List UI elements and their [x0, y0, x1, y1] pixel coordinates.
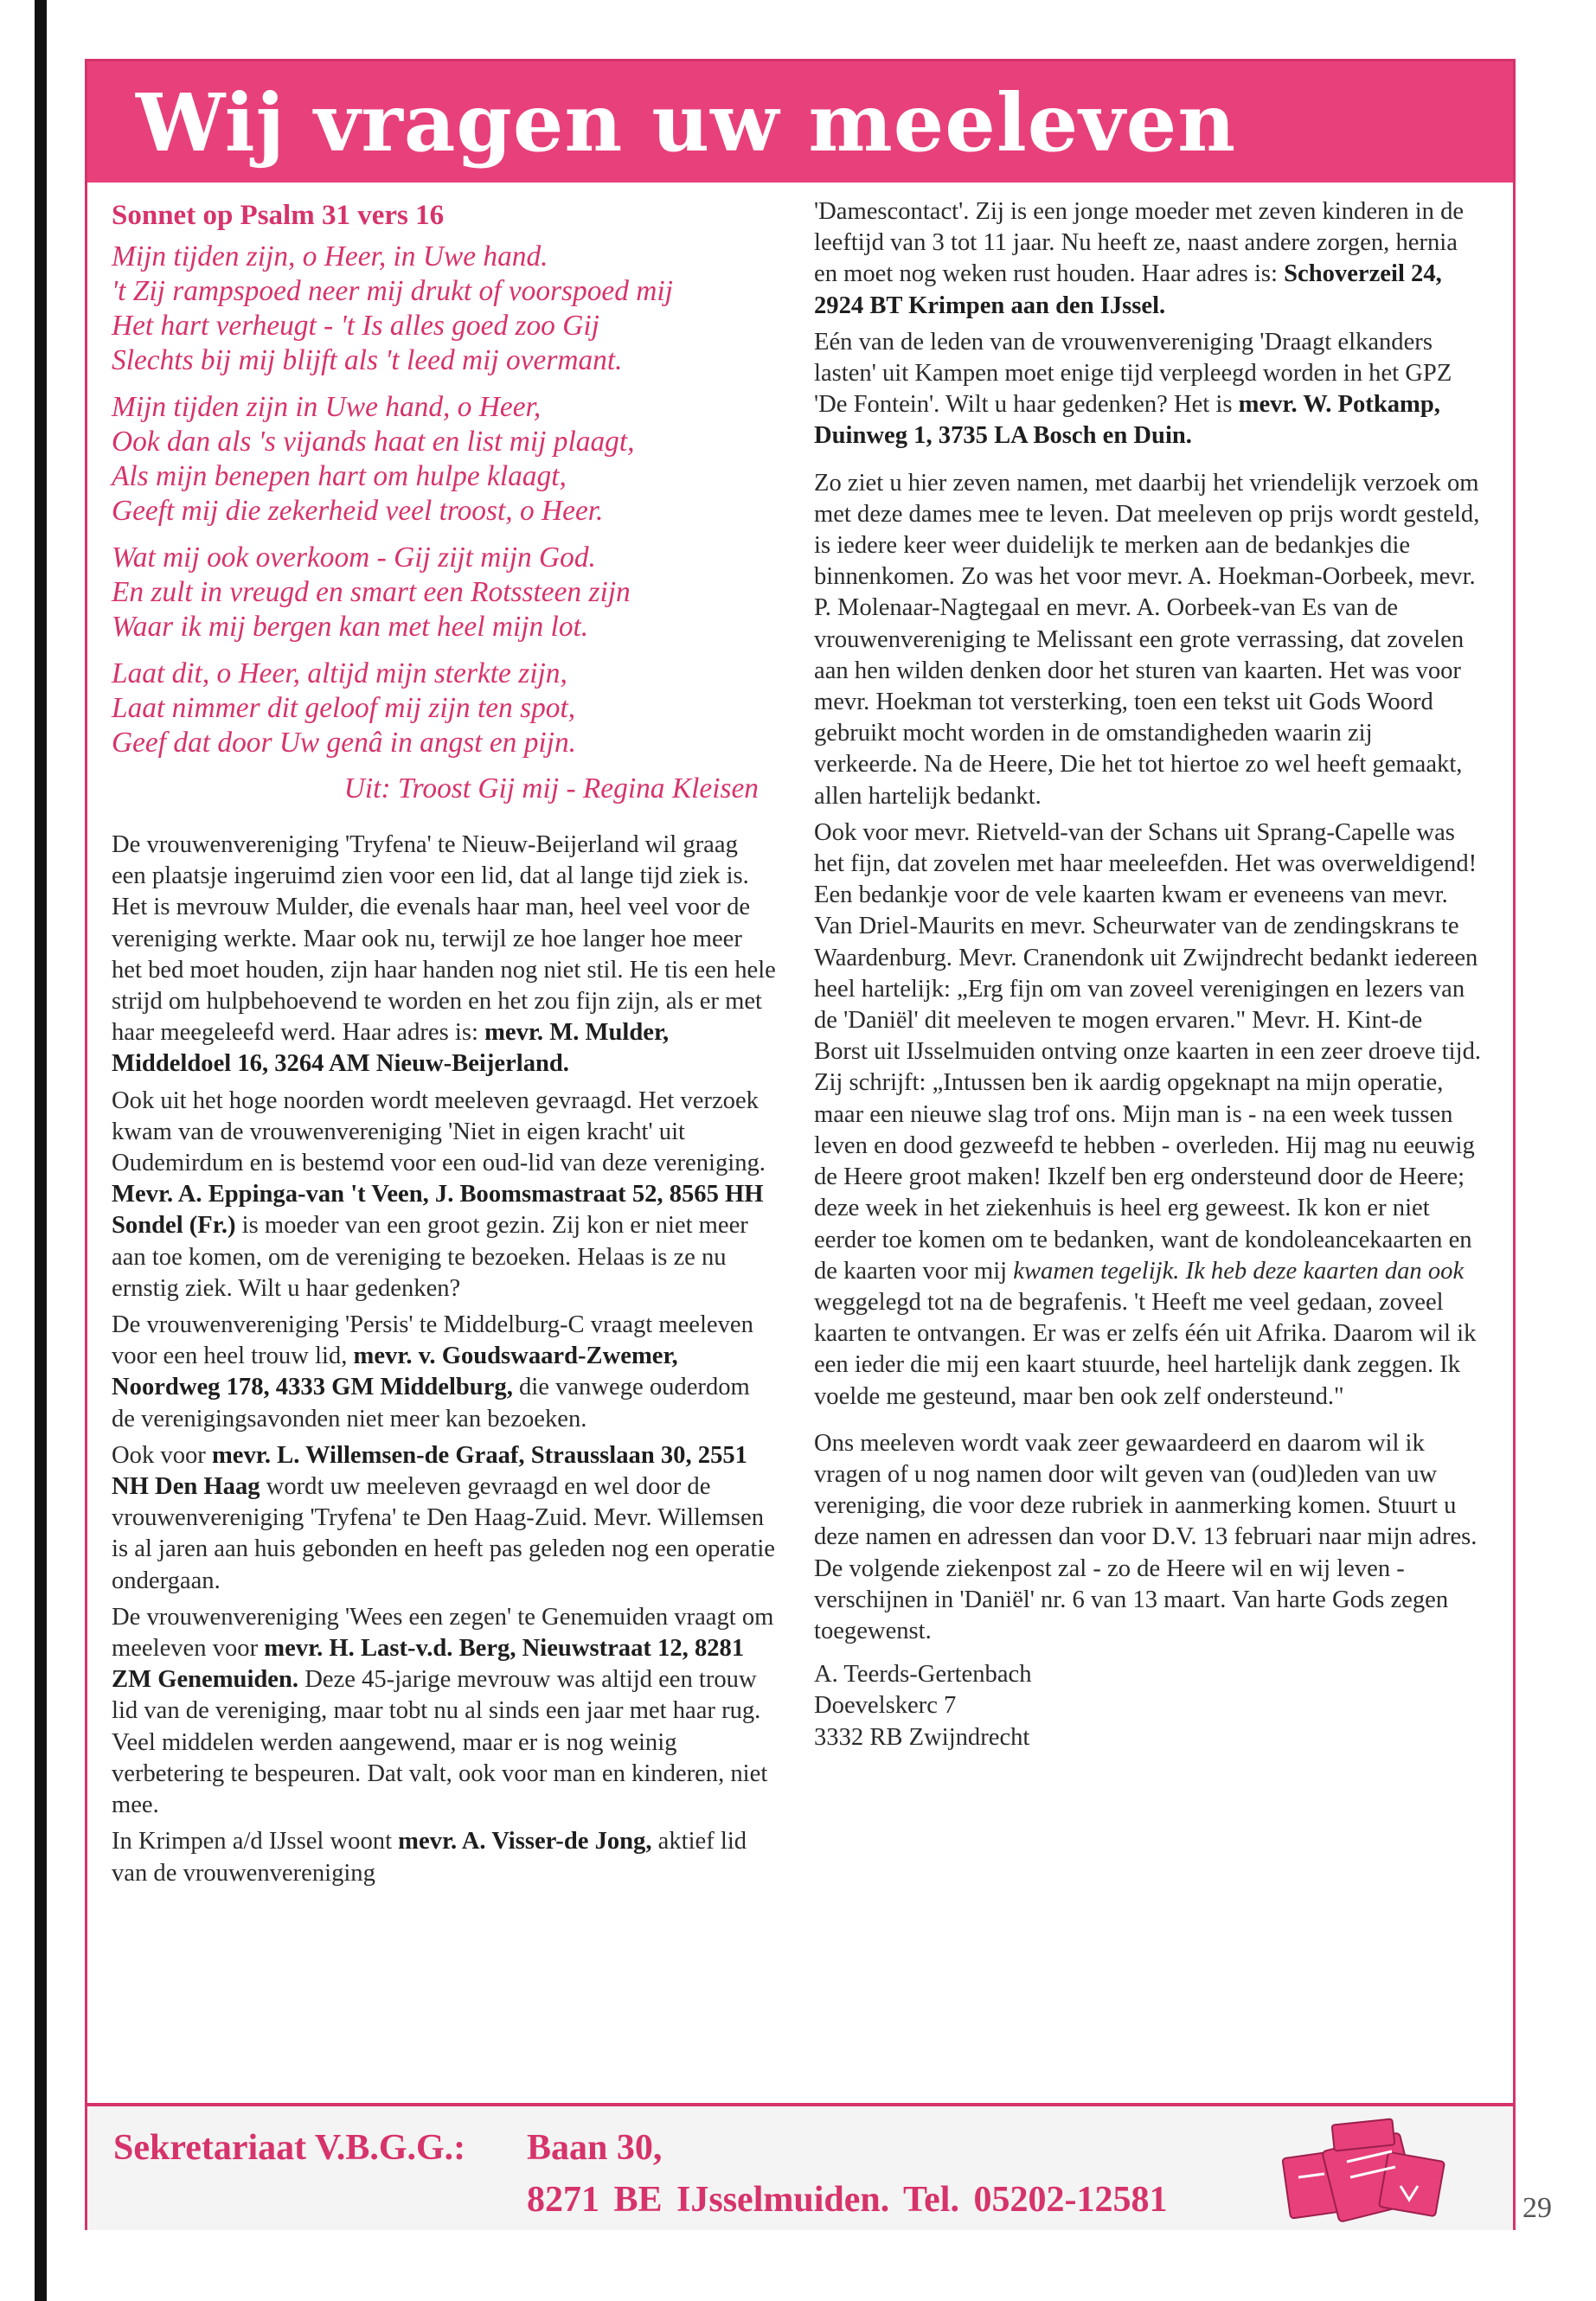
page-title: Wij vragen uw meeleven: [136, 76, 1237, 170]
paragraph-text: aktief lid van de vrouwenvereniging: [112, 1828, 747, 1887]
paragraph-text: Eén van de leden van de vrouwenvereniging 'Draagt elkanders lasten' uit Kampen moet enige tijd verpleegd worden in het GPZ 'De Fontein'. Wilt u haar gedenken? Het is: [814, 328, 1452, 419]
footer-city-phone: 8271 BE IJsselmuiden. Tel. 05202-12581: [527, 2180, 1168, 2220]
paragraph-text: De vrouwenvereniging 'Persis' te Middelburg-C vraagt meeleven voor een heel trouw lid,: [112, 1311, 753, 1370]
request-paragraph: [112, 1440, 776, 1597]
paragraph-text: Deze 45-jarige mevrouw was altijd een trouw lid van de vereniging, maar tobt nu al sinds een jaar met haar rug. Veel middelen werden aangewend, maar er is nog weinig verbetering te bespeuren. Dat valt, ook voor man en kinderen, niet mee.: [112, 1666, 768, 1819]
footer-street: Baan 30,: [527, 2128, 663, 2168]
poem-stanza: [112, 240, 776, 378]
signature: [814, 1659, 1482, 1753]
paragraph-italic: kwamen tegelijk. Ik heb deze kaarten dan ook: [1013, 1257, 1465, 1285]
poem-stanza: [112, 541, 776, 644]
poem-line: 't Zij rampspoed neer mij drukt of voorspoed mij: [112, 275, 673, 307]
binding-edge: [35, 0, 47, 2301]
signature-street: Doevelskerc 7: [814, 1692, 957, 1720]
poem-line: Het hart verheugt - 't Is alles goed zoo Gij: [112, 310, 599, 342]
address: mevr. W. Potkamp, Duinweg 1, 3735 LA Bosch en Duin.: [814, 391, 1440, 450]
paragraph-text: Ook voor: [112, 1441, 212, 1469]
paragraph-text: weggelegd tot na de begrafenis. 't Heeft me veel gedaan, zoveel kaarten te ontvangen. Er was er zelfs één uit Afrika. Daarom wil ik een ieder die mij een kaart stuurde, heel hartelijk dank zeggen. Ik voelde me gesteund, maar ben ook zelf ondersteund.": [814, 1288, 1477, 1410]
body-paragraph: [814, 817, 1482, 1413]
paragraph-text: Ook uit het hoge noorden wordt meeleven gevraagd. Het verzoek kwam van de vrouwenvereniging 'Niet in eigen kracht' uit Oudemirdum en is bestemd voor een oud-lid van deze vereniging.: [112, 1086, 766, 1177]
address: Mevr. A. Eppinga-van 't Veen, J. Boomsmastraat 52, 8565 HH Sondel (Fr.): [112, 1181, 764, 1240]
address: mevr. A. Visser-de Jong,: [398, 1828, 652, 1856]
request-paragraph: [112, 1310, 776, 1435]
poem-source: Uit: Troost Gij mij - Regina Kleisen: [343, 772, 759, 804]
paragraph-text: 'Damescontact'. Zij is een jonge moeder met zeven kinderen in de leeftijd van 3 tot 11 jaar. Nu heeft ze, naast andere zorgen, hernia en moet nog weken rust houden. Haar adres is:: [814, 198, 1465, 288]
poem-line: Slechts bij mij blijft als 't leed mij overmant.: [112, 344, 623, 376]
signature-city: 3332 RB Zwijndrecht: [814, 1723, 1030, 1751]
right-column: [814, 196, 1482, 1753]
poem-line: Geeft mij die zekerheid veel troost, o Heer.: [112, 495, 604, 527]
paragraph-text: die vanwege ouderdom de verenigingsavonden niet meer kan bezoeken.: [112, 1374, 750, 1433]
request-paragraph: [112, 1826, 776, 1888]
paragraph-text: is moeder van een groot gezin. Zij kon er niet meer aan toe komen, om de vereniging te bezoeken. Helaas is ze nu ernstig ziek. Wilt u haar gedenken?: [112, 1212, 748, 1302]
request-paragraph: [814, 196, 1482, 322]
poem-line: Ook dan als 's vijands haat en list mij plaagt,: [112, 426, 635, 458]
request-paragraph: [112, 1086, 776, 1304]
article-frame: [85, 59, 1516, 2230]
page-number: 29: [1522, 2192, 1552, 2224]
poem-line: Laat nimmer dit geloof mij zijn ten spot,: [112, 692, 576, 724]
request-paragraph: [112, 1602, 776, 1821]
address: mevr. M. Mulder, Middeldoel 16, 3264 AM Nieuw-Beijerland.: [112, 1019, 670, 1078]
poem-line: Mijn tijden zijn, o Heer, in Uwe hand.: [112, 240, 548, 272]
signature-name: A. Teerds-Gertenbach: [814, 1661, 1032, 1689]
poem-line: Als mijn benepen hart om hulpe klaagt,: [112, 460, 567, 492]
paragraph-text: De vrouwenvereniging 'Tryfena' te Nieuw-Beijerland wil graag een plaatsje ingeruimd zien voor een lid, dat al lange tijd ziek is. Het is mevrouw Mulder, die evenals haar man, heel veel voor de vereniging werkte. Maar ook nu, terwijl ze hoe langer hoe meer het bed moet houden, zijn haar handen nog niet stil. He tis een hele strijd om hulpbehoevend te worden en het zou fijn zijn, als er met haar meegeleefd werd. Haar adres is:: [112, 831, 776, 1047]
books-bible-icon: [1279, 2117, 1452, 2222]
footer-secretariat-label: Sekretariaat V.B.G.G.:: [113, 2128, 466, 2168]
paragraph-text: Ook voor mevr. Rietveld-van der Schans uit Sprang-Capelle was het fijn, dat zovelen met haar meeleefden. Het was overweldigend! Een bedankje voor de vele kaarten kwam er eveneens van mevr. Van Driel-Maurits en mevr. Scheurwater van de zendingskrans te Waardenburg. Mevr. Cranendonk uit Zwijndrecht bedankt iedereen heel hartelijk: „Erg fijn om van zoveel verenigingen en lezers van de 'Daniël' dit meeleven te mogen ervaren." Mevr. H. Kint-de Borst uit IJsselmuiden ontving onze kaarten in een zeer droeve tijd. Zij schrijft: „Intussen ben ik aardig opgeknapt na mijn operatie, maar een nieuwe slag trof ons. Mijn man is - na een week tussen leven en dood gezweefd te hebben - overleden. Hij mag nu eeuwig de Heere groot maken! Ikzelf ben erg ondersteund door de Heere; deze week in het ziekenhuis is heel erg geweest. Ik kon er niet eerder toe komen om te bedanken, want de kondoleancekaarten en de kaarten voor mij: [814, 818, 1482, 1285]
left-column: [112, 196, 776, 1894]
paragraph-text: De vrouwenvereniging 'Wees een zegen' te Genemuiden vraagt om meeleven voor: [112, 1603, 774, 1663]
body-paragraph: Zo ziet u hier zeven namen, met daarbij het vriendelijk verzoek om met deze dames mee te leven. Dat meeleven op prijs wordt gesteld, is iedere keer weer duidelijk te merken aan de bedankjes die binnenkomen. Zo was het voor mevr. A. Hoekman-Oorbeek, mevr. P. Molenaar-Nagtegaal en mevr. A. Oorbeek-van Es van de vrouwenvereniging te Melissant een grote verrassing, dat zovelen aan hen wilden denken door het sturen van kaarten. Het was voor mevr. Hoekman tot versterking, toen een tekst uit Gods Woord gebruikt mocht worden in de omstandigheden waarin zij verkeerde. Na de Heere, Die het tot hiertoe zo wel heeft gemaakt, allen hartelijk bedankt.: [814, 469, 1480, 810]
body-paragraph: Ons meeleven wordt vaak zeer gewaardeerd en daarom wil ik vragen of u nog namen door wilt geven van (oud)leden van uw vereniging, die voor deze rubriek in aanmerking komen. Stuurt u deze namen en adressen dan voor D.V. 13 februari naar mijn adres. De volgende ziekenpost zal - zo de Heere wil en wij leven - verschijnen in 'Daniël' nr. 6 van 13 maart. Van harte Gods zegen toegewenst.: [814, 1429, 1477, 1644]
request-paragraph: [814, 327, 1482, 452]
address: mevr. v. Goudswaard-Zwemer, Noordweg 178, 4333 GM Middelburg,: [112, 1343, 678, 1401]
poem-line: Waar ik mij bergen kan met heel mijn lot.: [112, 611, 589, 643]
poem-line: Laat dit, o Heer, altijd mijn sterkte zijn,: [112, 657, 567, 689]
poem-line: Wat mij ook overkoom - Gij zijt mijn God.: [112, 542, 596, 574]
address: Schoverzeil 24, 2924 BT Krimpen aan den IJssel.: [814, 260, 1442, 319]
poem-line: Mijn tijden zijn in Uwe hand, o Heer,: [112, 391, 542, 423]
poem-stanza: [112, 390, 776, 529]
header-band: [87, 61, 1513, 183]
poem-line: Geef dat door Uw genâ in angst en pijn.: [112, 727, 576, 759]
address: mevr. L. Willemsen-de Graaf, Strausslaan 30, 2551 NH Den Haag: [112, 1441, 747, 1501]
poem-title: Sonnet op Psalm 31 vers 16: [112, 200, 445, 231]
poem-stanza: [112, 657, 776, 760]
poem-line: En zult in vreugd en smart een Rotssteen zijn: [112, 576, 631, 608]
address: mevr. H. Last-v.d. Berg, Nieuwstraat 12, 8281 ZM Genemuiden.: [112, 1635, 745, 1694]
request-paragraph: [112, 830, 776, 1080]
paragraph-text: wordt uw meeleven gevraagd en wel door de vrouwenvereniging 'Tryfena' te Den Haag-Zuid. Mevr. Willemsen is al jaren aan huis gebonden en heeft pas geleden nog een operatie ondergaan.: [112, 1473, 775, 1594]
paragraph-text: In Krimpen a/d IJssel woont: [112, 1828, 399, 1856]
